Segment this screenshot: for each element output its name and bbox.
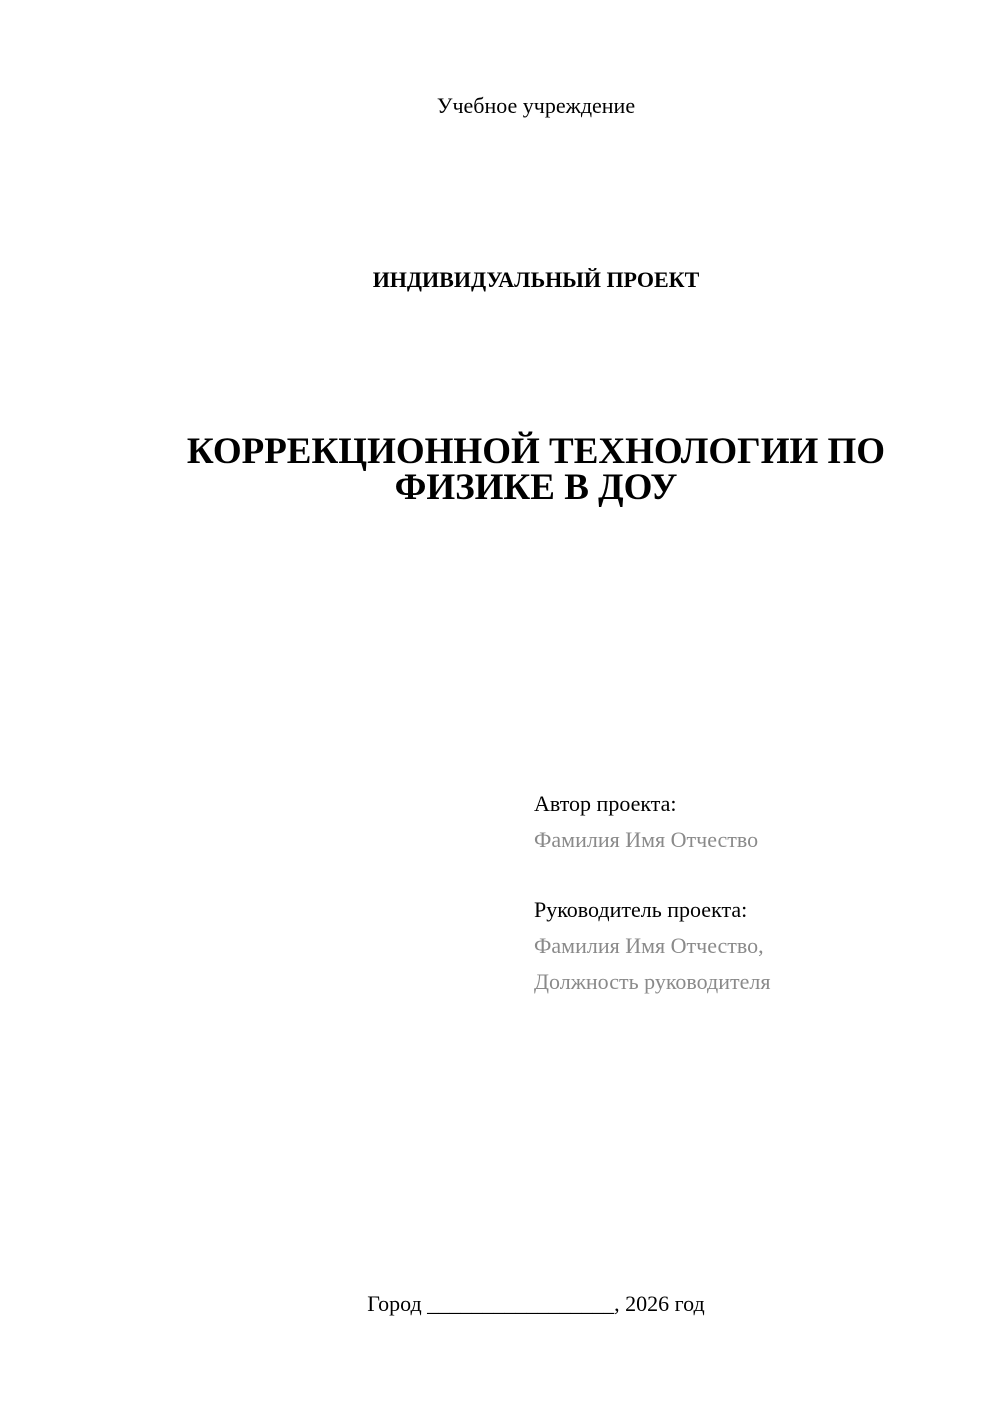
author-label: Автор проекта:	[534, 791, 677, 816]
project-title-line-2: ФИЗИКЕ В ДОУ	[394, 467, 678, 508]
project-type-heading: ИНДИВИДУАЛЬНЫЙ ПРОЕКТ	[372, 267, 700, 292]
city-year-line: Город _________________, 2026 год	[367, 1291, 705, 1316]
author-name-placeholder: Фамилия Имя Отчество	[534, 827, 759, 852]
project-title	[120, 431, 952, 508]
supervisor-position-placeholder: Должность руководителя	[534, 969, 771, 994]
project-title-line-1: КОРРЕКЦИОННОЙ ТЕХНОЛОГИИ ПО	[186, 431, 886, 472]
supervisor-block	[534, 892, 974, 1000]
author-block	[534, 786, 974, 858]
supervisor-name-placeholder: Фамилия Имя Отчество,	[534, 933, 764, 958]
supervisor-label: Руководитель проекта:	[534, 897, 748, 922]
institution-name: Учебное учреждение	[436, 93, 636, 118]
